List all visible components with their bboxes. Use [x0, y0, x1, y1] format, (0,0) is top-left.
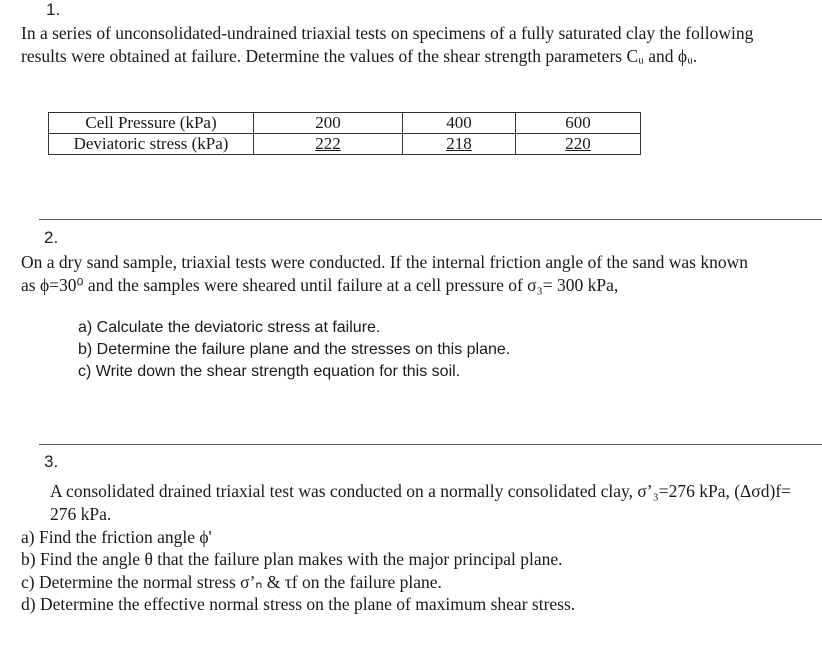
question-1-number: 1.: [46, 0, 61, 19]
question-2-item-b: b) Determine the failure plane and the stresses on this plane.: [78, 341, 511, 358]
table-row-label: Deviatoric stress (kPa): [49, 134, 254, 155]
section-divider: [39, 444, 822, 445]
table-cell: 222: [254, 134, 403, 155]
section-divider: [39, 219, 822, 220]
question-3-item-d: d) Determine the effective normal stress on the plane of maximum shear stress.: [21, 594, 576, 614]
table-row-label: Cell Pressure (kPa): [49, 113, 254, 134]
question-3-item-c: c) Determine the normal stress σ’ₙ & τf on the failure plane.: [21, 572, 442, 592]
question-3-number: 3.: [44, 452, 59, 471]
table-row-cell-pressure: [49, 113, 641, 134]
question-1-text-line-1: In a series of unconsolidated-undrained triaxial tests on specimens of a fully saturated clay the following: [21, 23, 754, 43]
question-1-text-line-2: results were obtained at failure. Determine the values of the shear strength parameters Cᵤ and ϕᵤ.: [21, 46, 698, 66]
question-2-item-c: c) Write down the shear strength equation for this soil.: [78, 363, 461, 380]
question-2-text-line-2: as ϕ=30⁰ and the samples were sheared until failure at a cell pressure of σ₃= 300 kPa,: [21, 275, 619, 295]
table-cell: 200: [254, 113, 403, 134]
table-cell: 600: [516, 113, 641, 134]
table-row-deviatoric-stress: [49, 134, 641, 155]
table-cell: 400: [403, 113, 516, 134]
table-cell: 220: [516, 134, 641, 155]
triaxial-results-table: [48, 112, 641, 155]
question-2-text-line-1: On a dry sand sample, triaxial tests were conducted. If the internal friction angle of the sand was known: [21, 252, 748, 272]
question-2-item-a: a) Calculate the deviatoric stress at failure.: [78, 319, 381, 336]
question-3-text-line-2: 276 kPa.: [50, 504, 112, 524]
question-2-number: 2.: [44, 228, 59, 247]
question-3-item-a: a) Find the friction angle ϕ': [21, 527, 212, 547]
question-3-text-line-1: A consolidated drained triaxial test was conducted on a normally consolidated clay, σ’₃=276 kPa, (Δσd)f=: [50, 481, 792, 501]
question-3-item-b: b) Find the angle θ that the failure plan makes with the major principal plane.: [21, 549, 563, 569]
table-cell: 218: [403, 134, 516, 155]
